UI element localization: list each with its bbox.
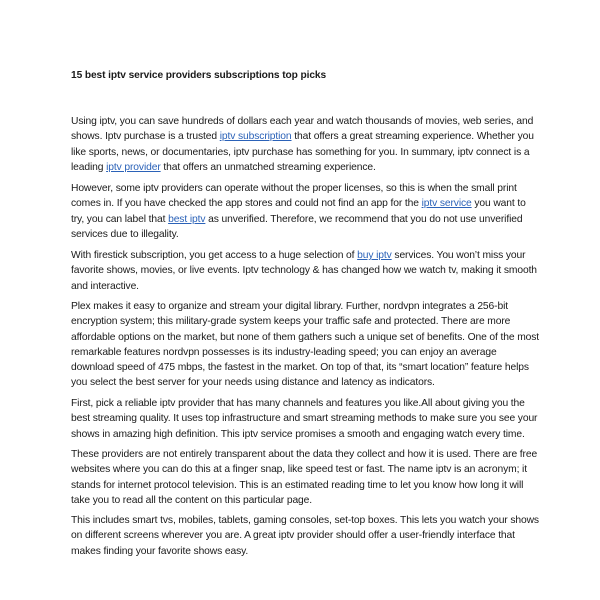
document-title: 15 best iptv service providers subscriptions top picks <box>71 70 327 81</box>
paragraph-text: This includes smart tvs, mobiles, tablets, gaming consoles, set-top boxes. This lets you watch your shows on different screens wherever you are. A great iptv provider should offer a user-friendly interface that makes finding your favorite shows easy. <box>71 515 539 557</box>
inline-link-iptv-provider[interactable]: iptv provider <box>106 161 161 173</box>
paragraph-7 <box>71 513 541 559</box>
paragraph-3 <box>71 248 541 294</box>
paragraph-text: However, some iptv providers can operate without the proper licenses, so this is when the small print comes in. If you have checked the app stores and could not find an app for the <box>71 183 517 210</box>
paragraph-text: you want to try, you can label that <box>71 198 526 225</box>
paragraph-4 <box>71 299 541 391</box>
paragraph-5 <box>71 396 541 442</box>
paragraph-1 <box>71 114 541 175</box>
paragraph-text: that offers an unmatched streaming experience. <box>160 161 376 173</box>
paragraph-text: as unverified. Therefore, we recommend that you do not use unverified services due to illegality. <box>71 213 523 240</box>
paragraph-2 <box>71 181 541 242</box>
inline-link-iptv-service[interactable]: iptv service <box>421 198 472 210</box>
paragraph-6 <box>71 447 541 508</box>
paragraph-text: With firestick subscription, you get access to a huge selection of <box>71 250 358 261</box>
inline-link-iptv-subscription[interactable]: iptv subscription <box>219 131 292 143</box>
paragraph-text: First, pick a reliable iptv provider that has many channels and features you like.All about giving you the best streaming quality. It uses top infrastructure and smart streaming methods to make sure you see your shows in amazing high definition. This iptv service promises a smooth and engaging watch every time. <box>71 398 538 440</box>
paragraph-text: Using iptv, you can save hundreds of dollars each year and watch thousands of movies, web series, and shows. Iptv purchase is a trusted <box>71 116 534 143</box>
paragraph-text: services. You won’t miss your favorite shows, movies, or live events. Iptv technology & has changed how we watch tv, making it smooth and interactive. <box>71 250 537 292</box>
inline-link-best-iptv[interactable]: best iptv <box>168 213 206 225</box>
paragraph-text: These providers are not entirely transparent about the data they collect and how it is used. There are free websites where you can do this at a finger snap, like speed test or fast. The name iptv is an acronym; it stands for internet protocol television. This is an estimated reading time to let you know how long it will take you to read all the content on this particular page. <box>71 449 538 506</box>
inline-link-buy-iptv[interactable]: buy iptv <box>357 250 392 261</box>
paragraph-text: that offers a great streaming experience. Whether you like sports, news, or documentaries, iptv purchase has something for you. In summary, iptv connect is a leading <box>71 131 534 173</box>
paragraph-text: Plex makes it easy to organize and stream your digital library. Further, nordvpn integrates a 256-bit encryption system; this military-grade system keeps your traffic safe and protected. There are more affordable options on the market, but none of them gathers such a unique set of benefits. One of the most remarkable features nordvpn possesses is its industry-leading speed; you can enjoy an average download speed of 475 mbps, the fastest in the market. On top of that, its “smart location” feature helps you select the best server for your needs using distance and latency as indicators. <box>71 301 540 389</box>
